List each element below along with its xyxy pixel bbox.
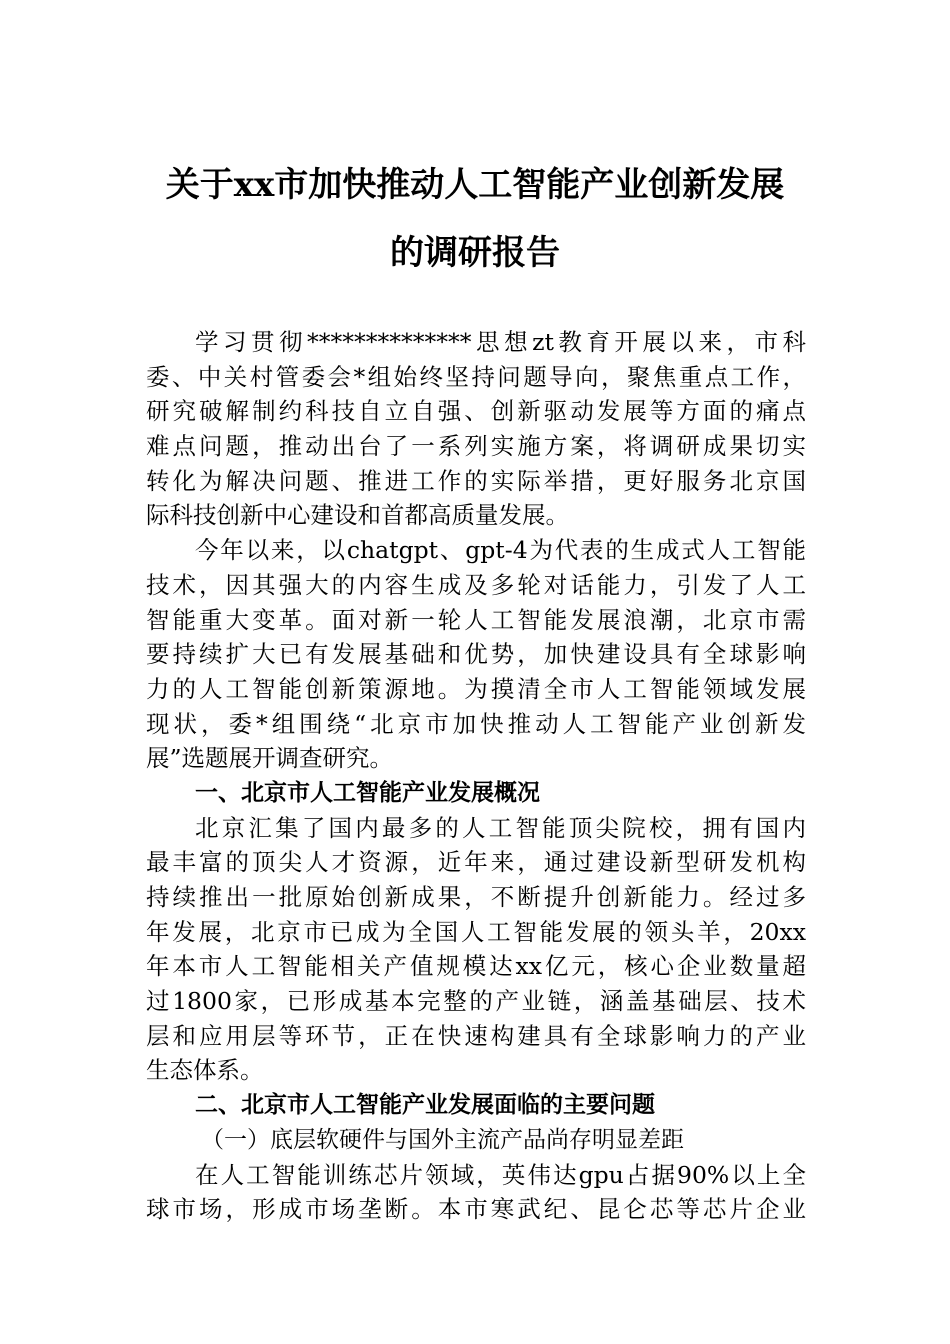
paragraph-line: 学习贯彻**************思想zt教育开展以来，市科 xyxy=(195,328,806,356)
section-heading: 二、北京市人工智能产业发展面临的主要问题 xyxy=(195,1092,655,1119)
document-title-line-1: 关于xx市加快推动人工智能产业创新发展 xyxy=(165,165,785,205)
paragraph-line: 研究破解制约科技自立自强、创新驱动发展等方面的痛点 xyxy=(146,397,806,426)
section-heading: 一、北京市人工智能产业发展概况 xyxy=(195,779,540,806)
paragraph-line: 过1800家，已形成基本完整的产业链，涵盖基础层、技术 xyxy=(146,987,806,1016)
paragraph-line: 技术，因其强大的内容生成及多轮对话能力，引发了人工 xyxy=(146,570,806,599)
paragraph-line: 北京汇集了国内最多的人工智能顶尖院校，拥有国内 xyxy=(195,813,806,842)
paragraph-line: 今年以来，以chatgpt、gpt-4为代表的生成式人工智能 xyxy=(195,536,806,565)
paragraph-line: 在人工智能训练芯片领域，英伟达gpu占据90%以上全 xyxy=(195,1160,806,1189)
paragraph-line: 现状，委*组围绕“北京市加快推动人工智能产业创新发 xyxy=(146,709,806,738)
paragraph-line: 转化为解决问题、推进工作的实际举措，更好服务北京国 xyxy=(146,466,806,495)
paragraph-line: 委、中关村管委会*组始终坚持问题导向，聚焦重点工作， xyxy=(146,362,806,391)
paragraph-line: 难点问题，推动出台了一系列实施方案，将调研成果切实 xyxy=(146,432,806,461)
paragraph-line: 际科技创新中心建设和首都高质量发展。 xyxy=(146,501,569,530)
document-title-line-2: 的调研报告 xyxy=(390,233,560,273)
paragraph-line: 球市场，形成市场垄断。本市寒武纪、昆仑芯等芯片企业 xyxy=(146,1195,806,1224)
paragraph-line: 生态体系。 xyxy=(146,1056,264,1085)
paragraph-line: 最丰富的顶尖人才资源，近年来，通过建设新型研发机构 xyxy=(146,848,806,877)
paragraph-line: 展”选题展开调查研究。 xyxy=(146,744,394,773)
paragraph-line: 要持续扩大已有发展基础和优势，加快建设具有全球影响 xyxy=(146,640,806,669)
paragraph-line: 持续推出一批原始创新成果，不断提升创新能力。经过多 xyxy=(146,883,806,911)
subsection-heading: （一）底层软硬件与国外主流产品尚存明显差距 xyxy=(201,1126,684,1153)
paragraph-line: 层和应用层等环节，正在快速构建具有全球影响力的产业 xyxy=(146,1021,806,1050)
paragraph-line: 智能重大变革。面对新一轮人工智能发展浪潮，北京市需 xyxy=(146,605,806,634)
paragraph-line: 力的人工智能创新策源地。为摸清全市人工智能领域发展 xyxy=(146,674,806,703)
paragraph-line: 年发展，北京市已成为全国人工智能发展的领头羊，20xx xyxy=(146,917,806,946)
document-body xyxy=(146,325,806,1227)
paragraph-line: 年本市人工智能相关产值规模达xx亿元，核心企业数量超 xyxy=(146,952,806,981)
